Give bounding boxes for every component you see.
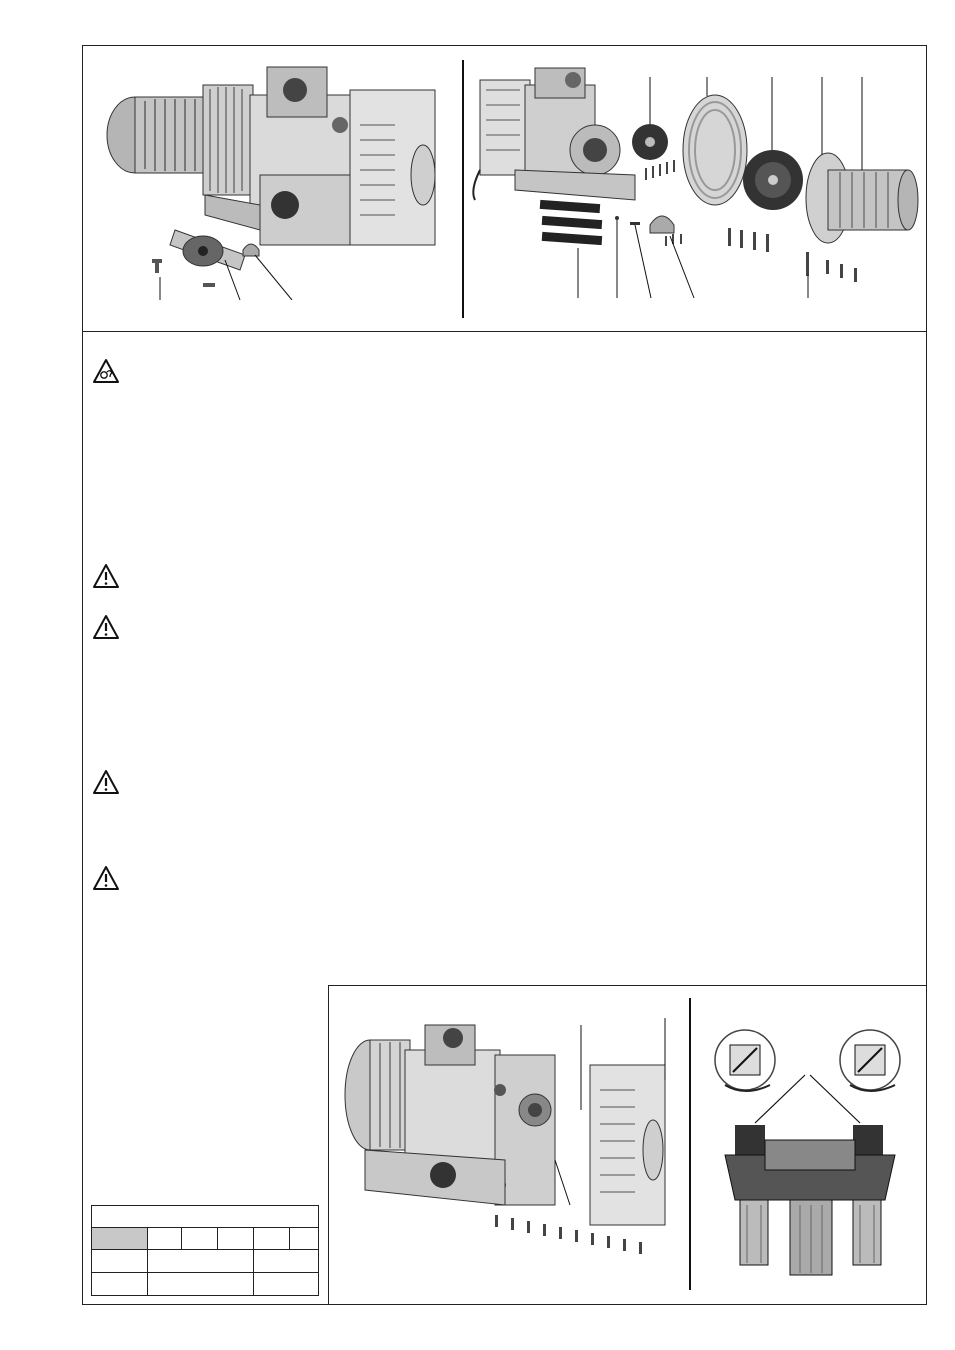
- table-cell: [148, 1250, 254, 1273]
- warning-triangle-icon: [92, 563, 120, 589]
- table-cell: [92, 1273, 148, 1296]
- valve-adjustment-detail-illustration: [705, 1015, 915, 1285]
- table-cell: [182, 1228, 218, 1250]
- table-cell: [218, 1228, 254, 1250]
- warning-triangle-icon: [92, 614, 120, 640]
- vacuum-pump-assembled-illustration: [95, 55, 455, 300]
- top-figure-divider: [462, 60, 464, 318]
- warning-triangle-icon: [92, 865, 120, 891]
- vacuum-pump-exploded-view-illustration: [470, 60, 920, 300]
- warning-triangle-icon: [92, 769, 120, 795]
- cleaning-hand-symbol-icon: [92, 358, 120, 384]
- data-table-grid: [91, 1205, 319, 1296]
- table-cell: [254, 1250, 319, 1273]
- table-cell: [92, 1228, 148, 1250]
- pump-housing-cover-removed-illustration: [335, 1010, 685, 1280]
- table-cell: [290, 1228, 319, 1250]
- table-header-row: [92, 1206, 319, 1228]
- table-cell: [254, 1228, 290, 1250]
- table-cell: [92, 1250, 148, 1273]
- bottom-figure-divider: [689, 998, 691, 1290]
- data-table: [91, 1205, 319, 1295]
- table-cell: [148, 1273, 254, 1296]
- table-cell: [148, 1228, 182, 1250]
- table-cell: [254, 1273, 319, 1296]
